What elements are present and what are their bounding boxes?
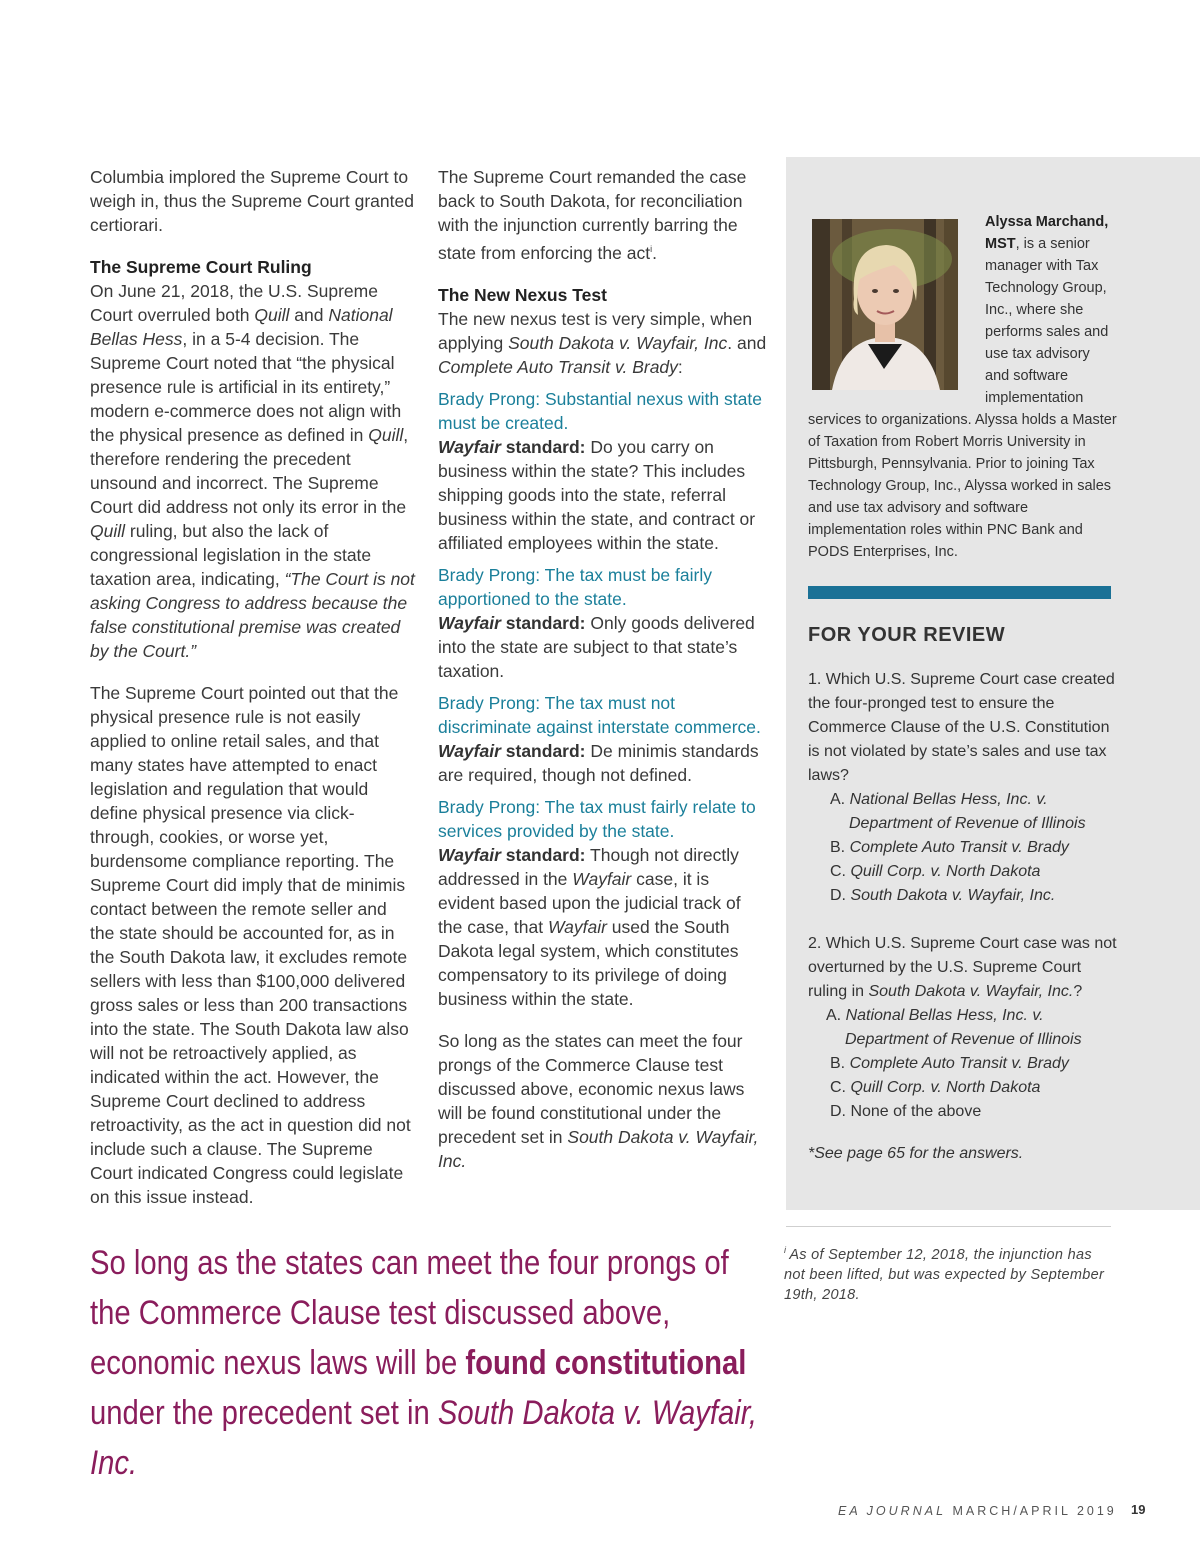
author-bio-bottom: services to organizations. Alyssa holds a Master of Taxation from Robert Morris University in Pittsburgh, Pennsylvania. Prior to joining Tax Technology Group, Inc., Alyssa worked in sales and use tax advisory and software implementation roles within PNC Bank and PODS Enterprises, Inc.	[808, 412, 1117, 560]
wayfair-standard-2: Wayfair standard: Only goods delivered into the state are subject to that state’s taxation.	[438, 612, 755, 681]
question-2-option-b: B. Complete Auto Transit v. Brady	[830, 1055, 1069, 1072]
question-2: 2. Which U.S. Supreme Court case was not overturned by the U.S. Supreme Court ruling in South Dakota v. Wayfair, Inc.?	[808, 935, 1117, 1000]
page-footer: EA JOURNAL MARCH/APRIL 2019	[838, 1504, 1117, 1518]
sidebar-divider-bar	[808, 586, 1111, 599]
review-title: FOR YOUR REVIEW	[808, 624, 1006, 646]
question-1-option-a-cont: Department of Revenue of Illinois	[849, 815, 1086, 832]
author-bio-top: Alyssa Marchand, MST, is a senior manager with Tax Technology Group, Inc., where she performs sales and use tax advisory and software implementation	[985, 214, 1109, 406]
article-column-1	[90, 165, 415, 1209]
brady-prong-3: Brady Prong: The tax must not discriminate against interstate commerce.	[438, 692, 761, 737]
brady-prong-4: Brady Prong: The tax must fairly relate to services provided by the state.	[438, 796, 756, 841]
heading-supreme-court-ruling: The Supreme Court Ruling	[90, 257, 312, 277]
paragraph-nexus-intro: The new nexus test is very simple, when applying South Dakota v. Wayfair, Inc. and Complete Auto Transit v. Brady:	[438, 308, 767, 377]
paragraph-physical-presence: The Supreme Court pointed out that the physical presence rule is not easily applied to online retail sales, and that many states have attempted to enact legislation and regulation that would define physical presence via click-through, cookies, or worse yet, burdensome compliance reporting. The Supreme Court did imply that de minimis contact between the remote seller and the state should be accounted for, as in the South Dakota law, it excludes remote sellers with less than $100,000 delivered gross sales or less than 200 transactions into the state. The South Dakota law also will not be retroactively applied, as indicated within the act. However, the Supreme Court declined to address retroactivity, as the act in question did not include such a clause. The Supreme Court indicated Congress could legislate on this issue instead.	[90, 683, 411, 1207]
footnote-divider	[786, 1226, 1111, 1227]
heading-new-nexus-test: The New Nexus Test	[438, 284, 607, 305]
wayfair-standard-1: Wayfair standard: Do you carry on business within the state? This includes shipping goods into the state, referral business within the state, and contract or affiliated employees within the state.	[438, 436, 756, 553]
wayfair-standard-3: Wayfair standard: De minimis standards are required, though not defined.	[438, 740, 759, 785]
question-2-option-c: C. Quill Corp. v. North Dakota	[830, 1079, 1041, 1096]
question-1-option-c: C. Quill Corp. v. North Dakota	[830, 863, 1041, 880]
footnote: $^i$ As of September 12, 2018, the injunction has not been lifted, but was expected by September 19th, 2018.	[784, 1245, 1105, 1303]
paragraph-intro: Columbia implored the Supreme Court to weigh in, thus the Supreme Court granted certiorari.	[90, 167, 414, 235]
paragraph-ruling: On June 21, 2018, the U.S. Supreme Court overruled both Quill and National Bellas Hess, in a 5-4 decision. The Supreme Court noted that “the physical presence rule is artificial in its entirety,” modern e-commerce does not align with the physical presence as defined in Quill, therefore rendering the precedent unsound and incorrect. The Supreme Court did address not only its error in the Quill ruling, but also the lack of congressional legislation in the state taxation area, indicating, “The Court is not asking Congress to address because the false constitutional premise was created by the Court.”	[90, 281, 415, 661]
question-1-option-a: A. National Bellas Hess, Inc. v.	[830, 791, 1048, 808]
pull-quote: So long as the states can meet the four prongs of the Commerce Clause test discussed above, economic nexus laws will be found constitutional under the precedent set in South Dakota v. Wayfair, Inc.	[90, 1244, 757, 1482]
brady-prong-2: Brady Prong: The tax must be fairly apportioned to the state.	[438, 564, 712, 609]
question-2-option-d: D. None of the above	[830, 1103, 982, 1120]
question-1-option-b: B. Complete Auto Transit v. Brady	[830, 839, 1069, 856]
author-photo	[812, 219, 958, 390]
question-1-option-d: D. South Dakota v. Wayfair, Inc.	[830, 887, 1056, 904]
wayfair-standard-4: Wayfair standard: Though not directly addressed in the Wayfair case, it is evident based upon the judicial track of the case, that Wayfair used the South Dakota legal system, which constitutes compensatory to its privilege of doing business within the state.	[438, 844, 741, 1009]
brady-prong-1: Brady Prong: Substantial nexus with state must be created.	[438, 388, 762, 433]
answers-note: *See page 65 for the answers.	[808, 1145, 1024, 1162]
article-column-2	[438, 165, 768, 1173]
question-2-option-a-cont: Department of Revenue of Illinois	[845, 1031, 1082, 1048]
question-1: 1. Which U.S. Supreme Court case created the four-pronged test to ensure the Commerce Clause of the U.S. Constitution is not violated by state’s sales and use tax laws?	[808, 671, 1115, 784]
page-number: 19	[1131, 1502, 1146, 1517]
paragraph-remand: The Supreme Court remanded the case back to South Dakota, for reconciliation with the injunction currently barring the state from enforcing the act$^i$.	[438, 167, 747, 263]
question-2-option-a: A. National Bellas Hess, Inc. v.	[826, 1007, 1044, 1024]
paragraph-conclusion: So long as the states can meet the four prongs of the Commerce Clause test discussed above, economic nexus laws will be found constitutional under the precedent set in South Dakota v. Wayfair, Inc.	[438, 1030, 759, 1171]
review-questions	[808, 668, 1118, 1166]
